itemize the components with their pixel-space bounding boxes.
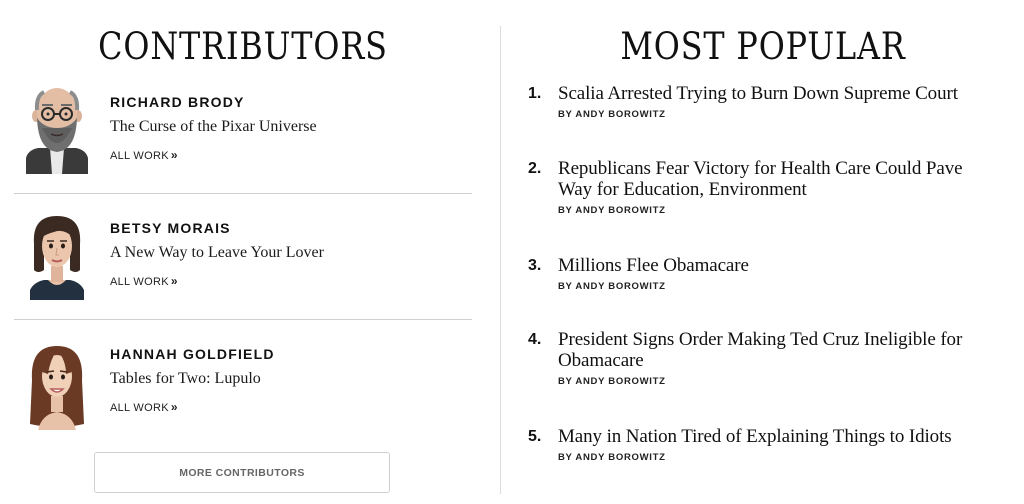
contributor-item xyxy=(14,194,472,320)
bearded-man-avatar[interactable] xyxy=(24,84,90,174)
contributor-text xyxy=(110,345,275,415)
woman-long-hair-avatar[interactable] xyxy=(24,340,90,430)
popular-article-link[interactable]: Many in Nation Tired of Explaining Things to Idiots xyxy=(558,426,952,447)
popular-item-body xyxy=(558,158,998,217)
popular-article-link[interactable]: Republicans Fear Victory for Health Care Could Pave Way for Education, Environment xyxy=(558,158,963,200)
byline[interactable]: BY ANDY BOROWITZ xyxy=(558,109,666,120)
popular-item-body xyxy=(558,255,998,293)
all-work-label: ALL WORK xyxy=(110,402,169,414)
byline[interactable]: BY ANDY BOROWITZ xyxy=(558,281,666,292)
chevron-right-icon: » xyxy=(170,400,178,414)
byline[interactable]: BY ANDY BOROWITZ xyxy=(558,452,666,463)
popular-article-link[interactable]: Scalia Arrested Trying to Burn Down Supreme Court xyxy=(558,83,958,104)
contributor-text xyxy=(110,219,324,289)
author-name[interactable]: RICHARD BRODY xyxy=(110,94,245,110)
rank-number: 5. xyxy=(528,428,542,445)
contributor-item xyxy=(14,320,472,445)
more-contributors-button[interactable]: MORE CONTRIBUTORS xyxy=(94,452,390,493)
most-popular-section xyxy=(528,0,998,504)
all-work-link[interactable] xyxy=(110,274,324,289)
chevron-right-icon: » xyxy=(170,274,178,288)
article-link[interactable]: The Curse of the Pixar Universe xyxy=(110,118,317,135)
all-work-label: ALL WORK xyxy=(110,150,169,162)
contributor-item xyxy=(14,68,472,194)
woman-short-hair-avatar[interactable] xyxy=(24,210,90,300)
article-link[interactable]: Tables for Two: Lupulo xyxy=(110,370,261,387)
all-work-link[interactable] xyxy=(110,400,275,415)
rank-number: 2. xyxy=(528,160,542,177)
contributors-section xyxy=(14,0,472,504)
article-link[interactable]: A New Way to Leave Your Lover xyxy=(110,244,324,261)
all-work-link[interactable] xyxy=(110,148,317,163)
all-work-label: ALL WORK xyxy=(110,276,169,288)
chevron-right-icon: » xyxy=(170,148,178,162)
byline[interactable]: BY ANDY BOROWITZ xyxy=(558,205,666,216)
popular-article-link[interactable]: President Signs Order Making Ted Cruz Ineligible for Obamacare xyxy=(558,329,963,371)
contributor-text xyxy=(110,93,317,163)
popular-item-body xyxy=(558,83,998,121)
byline[interactable]: BY ANDY BOROWITZ xyxy=(558,376,666,387)
most-popular-heading: MOST POPULAR xyxy=(620,25,906,68)
column-divider xyxy=(500,26,501,494)
contributors-heading: CONTRIBUTORS xyxy=(98,25,388,68)
rank-number: 1. xyxy=(528,85,542,102)
popular-article-link[interactable]: Millions Flee Obamacare xyxy=(558,255,749,276)
popular-item-body xyxy=(558,329,998,388)
author-name[interactable]: BETSY MORAIS xyxy=(110,220,231,236)
rank-number: 4. xyxy=(528,331,542,348)
popular-item-body xyxy=(558,426,998,464)
author-name[interactable]: HANNAH GOLDFIELD xyxy=(110,346,275,362)
rank-number: 3. xyxy=(528,257,542,274)
